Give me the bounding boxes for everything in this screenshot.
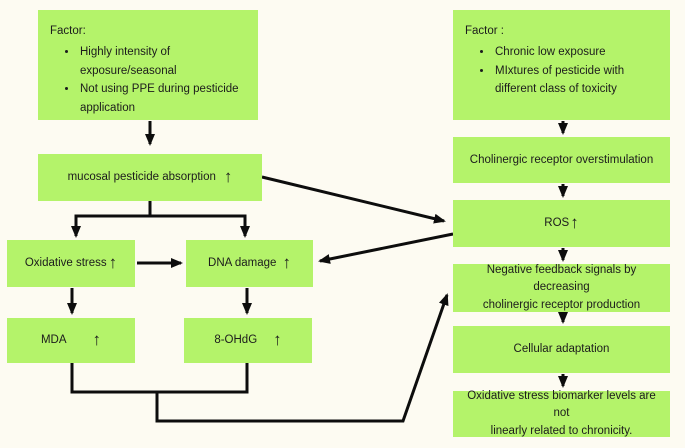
cholinergic-label: Cholinergic receptor overstimulation xyxy=(469,153,654,166)
factor-chronic-bullet: • MIxtures of pesticide with different class of toxicity xyxy=(493,62,660,99)
box-factor-acute xyxy=(38,10,258,120)
biomarker-line2: linearly related to chronicity. xyxy=(490,424,633,437)
increase-arrow-icon: ↑ xyxy=(273,330,282,349)
branch-absorption-split xyxy=(76,201,245,216)
box-ros xyxy=(453,200,670,247)
factor-chronic-title: Factor : xyxy=(465,25,504,37)
box-8ohdg xyxy=(184,318,312,363)
biomarker-line1: Oxidative stress biomarker levels are not xyxy=(467,390,656,420)
negative-feedback-line1: Negative feedback signals by decreasing xyxy=(486,264,637,294)
negative-feedback-label xyxy=(461,262,662,314)
box-cellular-adaptation xyxy=(453,326,670,373)
mucosal-absorption-label: mucosal pesticide absorption xyxy=(67,171,216,184)
factor-acute-bullet: • Not using PPE during pesticide application xyxy=(78,80,248,117)
increase-arrow-icon: ↑ xyxy=(92,330,102,349)
cellular-adaptation-label: Cellular adaptation xyxy=(513,343,610,356)
box-negative-feedback xyxy=(453,264,670,312)
increase-arrow-icon: ↑ xyxy=(108,253,118,272)
box-mda xyxy=(7,318,135,363)
box-mucosal-absorption xyxy=(38,154,262,201)
factor-acute-title: Factor: xyxy=(50,25,86,37)
dna-damage-label: DNA damage xyxy=(208,257,277,270)
ros-label: ROS xyxy=(544,217,570,230)
8ohdg-label: 8-OHdG xyxy=(214,334,258,347)
factor-chronic-bullet: • Chronic low exposure xyxy=(493,43,660,61)
negative-feedback-line2: cholinergic receptor production xyxy=(482,298,641,311)
factor-acute-bullet: • Highly intensity of exposure/seasonal xyxy=(78,43,248,80)
increase-arrow-icon: ↑ xyxy=(282,253,291,272)
box-factor-chronic xyxy=(453,10,670,120)
oxidative-stress-label: Oxidative stress xyxy=(24,257,107,270)
arrow-ros-to-dna xyxy=(320,234,453,261)
factor-acute-list xyxy=(50,43,248,117)
increase-arrow-icon: ↑ xyxy=(223,167,233,186)
box-dna-damage xyxy=(186,240,313,287)
increase-arrow-icon: ↑ xyxy=(570,213,579,232)
factor-chronic-list xyxy=(465,43,660,98)
box-oxidative-stress xyxy=(7,240,135,287)
biomarker-chronicity-label xyxy=(461,388,662,440)
arrow-absorption-to-ros xyxy=(262,177,444,221)
mda-label: MDA xyxy=(40,334,67,347)
connector-mda-ohdg-join xyxy=(72,363,247,392)
box-cholinergic-overstimulation xyxy=(453,137,670,183)
box-biomarker-chronicity xyxy=(453,391,670,437)
